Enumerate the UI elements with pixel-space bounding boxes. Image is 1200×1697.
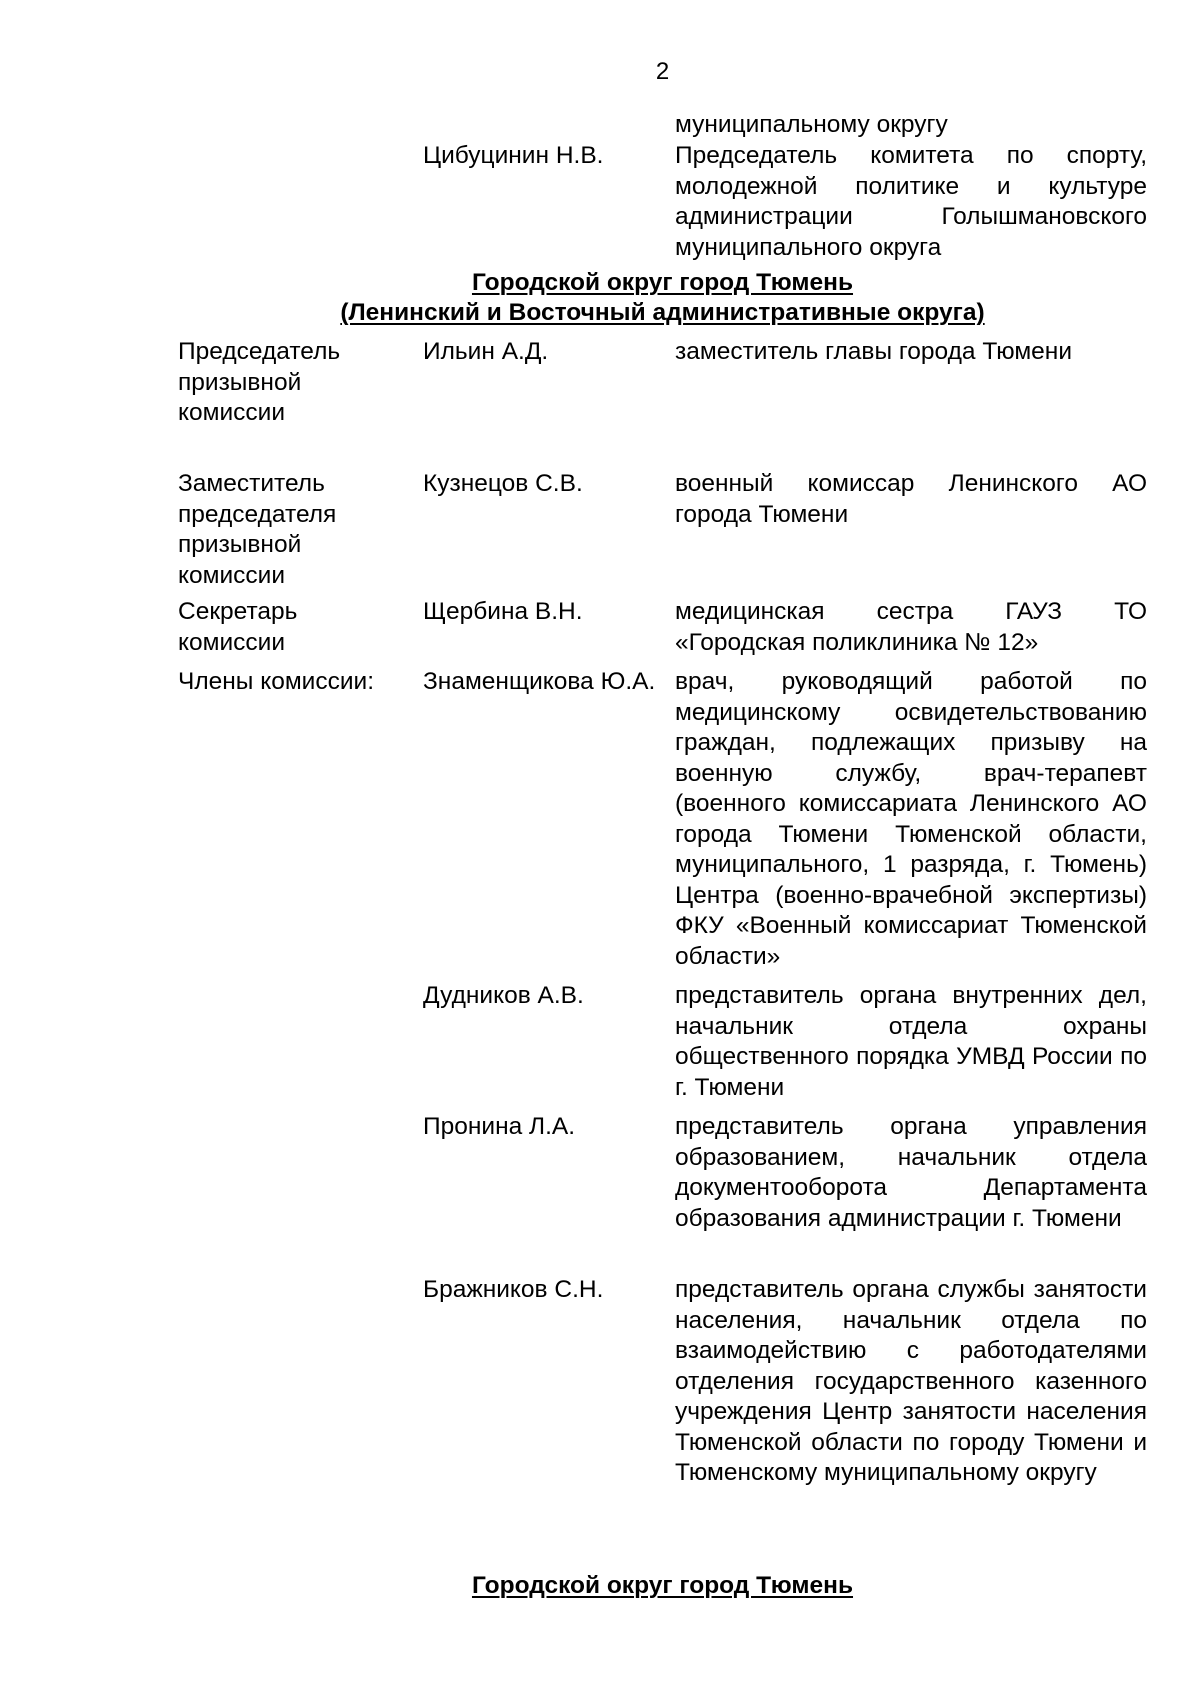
role-label: Заместитель председателя призывной комиссии [178,470,337,589]
section-heading-line2: (Ленинский и Восточный административные округа) [340,299,985,326]
person-name: Цибуцинин Н.В. [423,142,604,169]
person-description: медицинская сестра ГАУЗ ТО «Городская поликлиника № 12» [675,598,1147,656]
role-label: Председатель призывной комиссии [178,338,341,426]
role-label: Члены комиссии: [178,668,375,695]
section-heading-line1: Городской округ город Тюмень [471,269,854,296]
page-number: 2 [655,58,670,85]
person-description: представитель органа внутренних дел, начальник отдела охраны общественного порядка УМВД России по г. Тюмени [675,982,1147,1101]
person-description: врач, руководящий работой по медицинскому освидетельствованию граждан, подлежащих призыву на военную службу, врач-терапевт (военного комиссариата Ленинского АО города Тюмени Тюменской области, муниципального, 1 разряда, г. Тюмень) Центра (военно-врачебной экспертизы) ФКУ «Военный комиссариат Тюменской области» [675,668,1147,970]
person-name: Бражников С.Н. [423,1276,604,1303]
person-name: Кузнецов С.В. [423,470,583,497]
person-name: Пронина Л.А. [423,1113,576,1140]
person-name: Ильин А.Д. [423,338,549,365]
person-description: военный комиссар Ленинского АО города Тюмени [675,470,1147,528]
person-name: Знаменщикова Ю.А. [423,668,656,695]
role-label: Секретарь комиссии [178,598,298,656]
person-name: Щербина В.Н. [423,598,583,625]
person-description: представитель органа службы занятости населения, начальник отдела по взаимодействию с работодателями отделения государственного казенного учреждения Центр занятости населения Тюменской области по городу Тюмени и Тюменскому муниципальному округу [675,1276,1147,1486]
person-description: Председатель комитета по спорту, молодежной политике и культуре администрации Голышмановского муниципального округа [675,142,1147,261]
section-heading-line1: Городской округ город Тюмень [471,1572,854,1599]
person-description: заместитель главы города Тюмени [675,338,1073,365]
person-description: представитель органа управления образованием, начальник отдела документооборота Департамента образования администрации г. Тюмени [675,1113,1147,1232]
person-name: Дудников А.В. [423,982,584,1009]
continuation-tail: муниципальному округу [675,111,948,138]
